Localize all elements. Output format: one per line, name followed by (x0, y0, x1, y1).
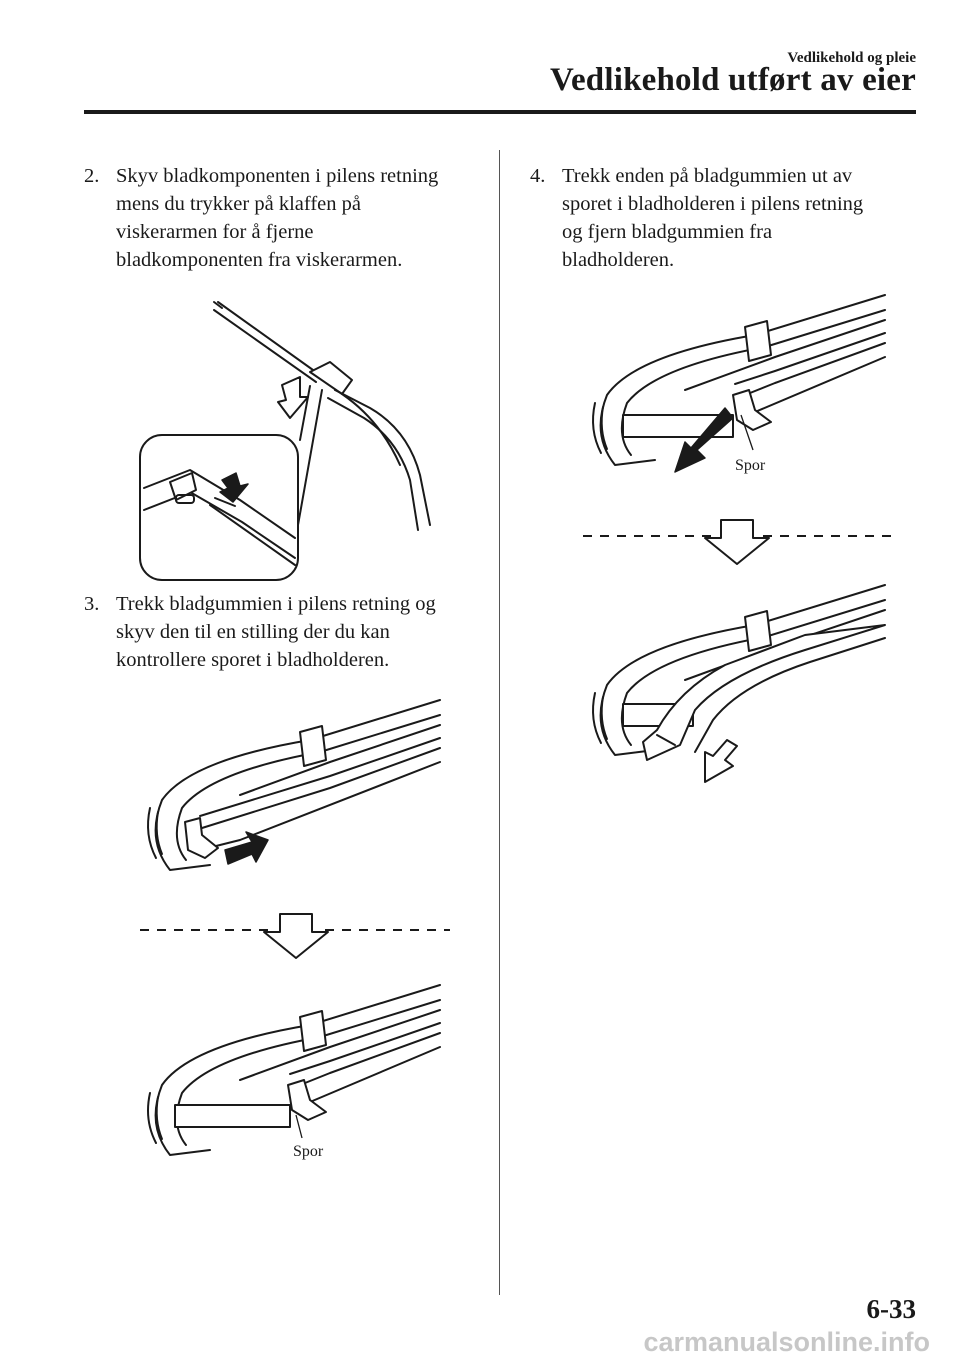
blade-holder-top (593, 295, 885, 472)
step-4 (530, 162, 930, 274)
blade-holder-bottom (148, 985, 440, 1155)
step-line: sporet i bladholderen i pilens retning (562, 193, 864, 215)
step-line: bladholderen. (562, 249, 675, 271)
down-arrow-icon (705, 520, 769, 564)
step-line: Skyv bladkomponenten i pilens retning (116, 165, 439, 187)
step-line: viskerarmen for å fjerne (116, 221, 314, 243)
spor-label: Spor (293, 1143, 324, 1160)
blade-removal-illustration (575, 290, 905, 790)
blade-holder-top (148, 700, 440, 870)
spor-label: Spor (735, 457, 766, 474)
blade-rubber-illustration (130, 690, 460, 1170)
step-text (84, 162, 484, 274)
push-arrow-icon (278, 377, 308, 418)
watermark: carmanualsonline.info (643, 1327, 930, 1357)
detail-inset (140, 435, 298, 580)
step-text (84, 590, 484, 674)
down-arrow-icon (264, 914, 328, 958)
page-number: 6-33 (866, 1294, 916, 1324)
step-3 (84, 590, 484, 674)
step-line: bladkomponenten fra viskerarmen. (116, 249, 403, 271)
blade-holder-bottom (593, 585, 885, 782)
step-number: 4. (530, 165, 546, 187)
wiper-arm-illustration (130, 290, 460, 590)
callout-line (298, 386, 322, 525)
step-line: Trekk bladgummien i pilens retning og (116, 593, 436, 615)
step-line: kontrollere sporet i bladholderen. (116, 649, 390, 671)
section-label: Vedlikehold og pleie (787, 50, 916, 66)
column-divider (499, 150, 500, 1295)
header-divider (84, 110, 916, 114)
step-line: mens du trykker på klaffen på (116, 193, 361, 215)
step-line: Trekk enden på bladgummien ut av (562, 165, 853, 187)
direction-arrow-icon (705, 740, 737, 782)
step-line: og fjern bladgummien fra (562, 221, 773, 243)
page-title: Vedlikehold utført av eier (549, 62, 916, 98)
step-2 (84, 162, 484, 274)
step-number: 2. (84, 165, 100, 187)
step-text (530, 162, 930, 274)
leader-line (296, 1115, 302, 1138)
step-line: skyv den til en stilling der du kan (116, 621, 390, 643)
step-number: 3. (84, 593, 100, 615)
